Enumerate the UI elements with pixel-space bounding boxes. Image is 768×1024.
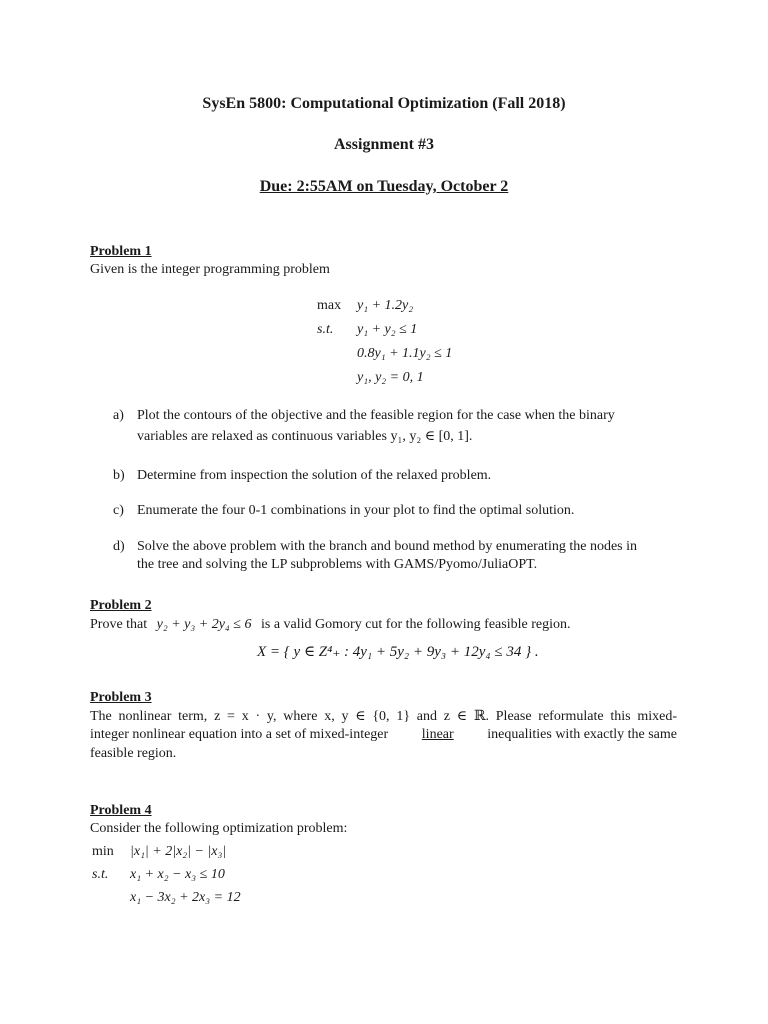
- p3-linear-word: linear: [421, 727, 454, 742]
- p2-feasible-region: X = { y ∈ Z⁴₊ : 4y₁ + 5y₂ + 9y₃ + 12y₄ ≤ 34 } .: [257, 644, 539, 660]
- problem-3-title: Problem 3: [90, 690, 152, 705]
- p4-constraint-1: x₁ + x₂ − x₃ ≤ 10: [130, 867, 225, 882]
- p1-item-c-line1: Enumerate the four 0-1 combinations in your plot to find the optimal solution.: [137, 503, 575, 518]
- p1-item-a-line1: Plot the contours of the objective and the feasible region for the case when the binary: [137, 408, 615, 423]
- p4-min-keyword: min: [92, 844, 114, 859]
- problem-1-intro: Given is the integer programming problem: [90, 262, 330, 277]
- p1-max-keyword: max: [317, 298, 342, 313]
- problem-1-title: Problem 1: [90, 244, 152, 259]
- p3-line-2-post: inequalities with exactly the same: [487, 727, 677, 742]
- p1-item-d-line2: the tree and solving the LP subproblems with GAMS/Pyomo/JuliaOPT.: [137, 557, 538, 572]
- problem-2-title: Problem 2: [90, 598, 152, 613]
- p1-constraint-2: 0.8y₁ + 1.1y₂ ≤ 1: [357, 346, 453, 361]
- p1-item-c-label: c): [113, 503, 124, 518]
- p2-post: is a valid Gomory cut for the following feasible region.: [260, 617, 571, 632]
- p2-statement: [90, 617, 570, 633]
- p4-intro: Consider the following optimization problem:: [90, 821, 348, 836]
- due-date-text: Due: 2:55AM on Tuesday, October 2: [259, 178, 509, 195]
- p4-st-keyword: s.t.: [92, 867, 109, 882]
- p2-gomory-cut: y₂ + y₃ + 2y₄ ≤ 6: [156, 617, 252, 632]
- p1-constraint-1: y₁ + y₂ ≤ 1: [357, 322, 418, 337]
- p1-item-b-line1: Determine from inspection the solution of the relaxed problem.: [137, 468, 492, 483]
- p1-item-a-label: a): [113, 408, 124, 423]
- p1-item-d-label: d): [113, 539, 125, 554]
- p1-item-b-label: b): [113, 468, 125, 483]
- due-date: [0, 178, 768, 196]
- p3-line-3: feasible region.: [90, 746, 177, 761]
- p3-line-1: The nonlinear term, z = x · y, where x, y ∈ {0, 1} and z ∈ ℝ. Please reformulate this mixed-: [90, 709, 677, 724]
- problem-4-title: Problem 4: [90, 803, 152, 818]
- p1-item-a-line2: variables are relaxed as continuous variables y₁, y₂ ∈ [0, 1].: [137, 429, 473, 444]
- p1-item-d-line1: Solve the above problem with the branch and bound method by enumerating the nodes in: [137, 539, 637, 554]
- assignment-title: Assignment #3: [333, 136, 434, 153]
- p1-constraint-3: y₁, y₂ = 0, 1: [357, 370, 424, 385]
- p4-constraint-2: x₁ − 3x₂ + 2x₃ = 12: [130, 890, 241, 905]
- p3-line-2-pre: integer nonlinear equation into a set of mixed-integer: [90, 727, 389, 742]
- p4-objective: |x₁| + 2|x₂| − |x₃|: [130, 844, 227, 859]
- course-title: SysEn 5800: Computational Optimization (Fall 2018): [202, 95, 566, 112]
- p1-st-keyword: s.t.: [317, 322, 334, 337]
- p1-objective: y₁ + 1.2y₂: [357, 298, 414, 313]
- p2-pre: Prove that: [90, 617, 148, 632]
- p3-line-2: [90, 727, 677, 743]
